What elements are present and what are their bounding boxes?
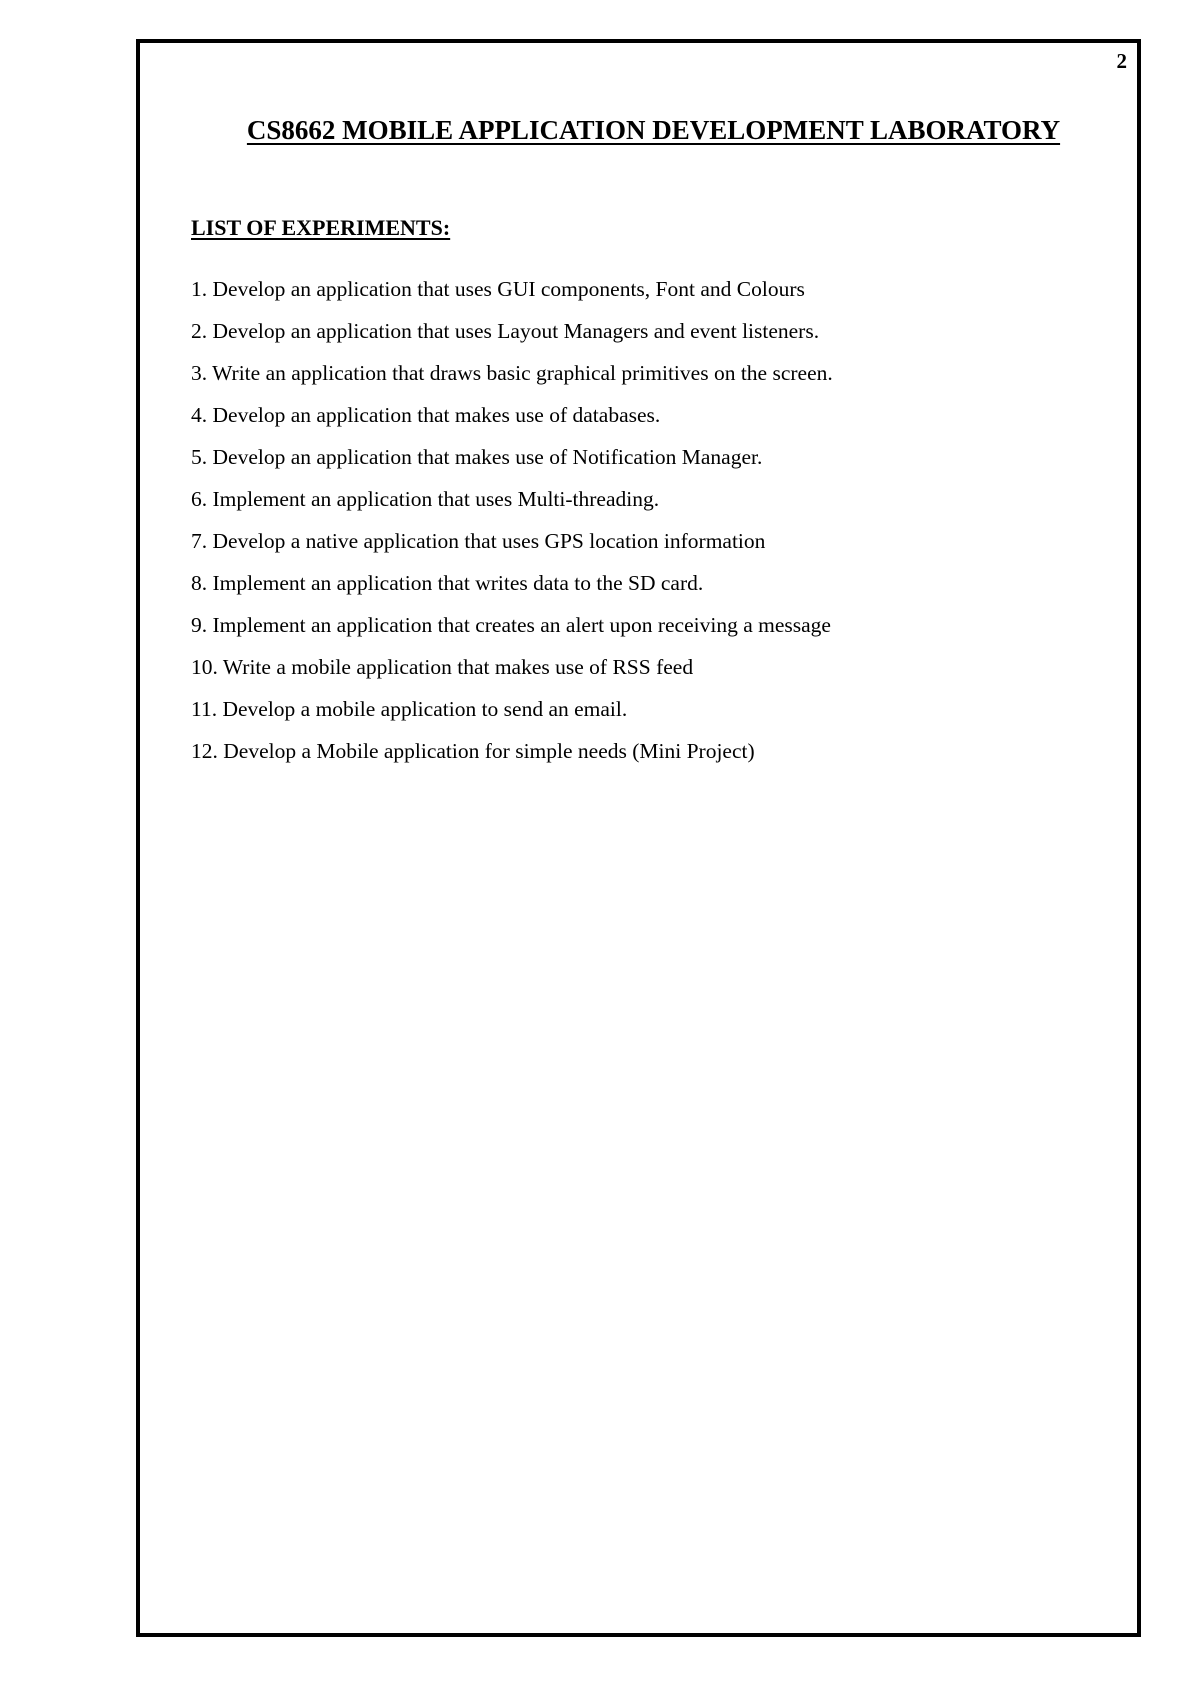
section-heading: LIST OF EXPERIMENTS: bbox=[191, 215, 451, 240]
experiment-item-1: 1. Develop an application that uses GUI components, Font and Colours bbox=[191, 277, 805, 301]
experiment-item-12: 12. Develop a Mobile application for simple needs (Mini Project) bbox=[191, 739, 755, 763]
experiment-item-2: 2. Develop an application that uses Layout Managers and event listeners. bbox=[191, 319, 820, 343]
page-border bbox=[136, 39, 1141, 1637]
document-title: CS8662 MOBILE APPLICATION DEVELOPMENT LABORATORY bbox=[246, 115, 1061, 145]
experiment-list bbox=[191, 268, 833, 772]
experiment-item-10: 10. Write a mobile application that makes use of RSS feed bbox=[191, 655, 694, 679]
experiment-item-5: 5. Develop an application that makes use of Notification Manager. bbox=[191, 445, 763, 469]
experiment-item-9: 9. Implement an application that creates an alert upon receiving a message bbox=[191, 613, 831, 637]
experiment-item-8: 8. Implement an application that writes data to the SD card. bbox=[191, 571, 704, 595]
experiment-item-3: 3. Write an application that draws basic graphical primitives on the screen. bbox=[191, 361, 833, 385]
page-number: 2 bbox=[1116, 49, 1127, 73]
experiment-item-7: 7. Develop a native application that uses GPS location information bbox=[191, 529, 766, 553]
experiment-item-4: 4. Develop an application that makes use of databases. bbox=[191, 403, 661, 427]
experiment-item-6: 6. Implement an application that uses Multi-threading. bbox=[191, 487, 660, 511]
experiment-item-11: 11. Develop a mobile application to send an email. bbox=[191, 697, 628, 721]
